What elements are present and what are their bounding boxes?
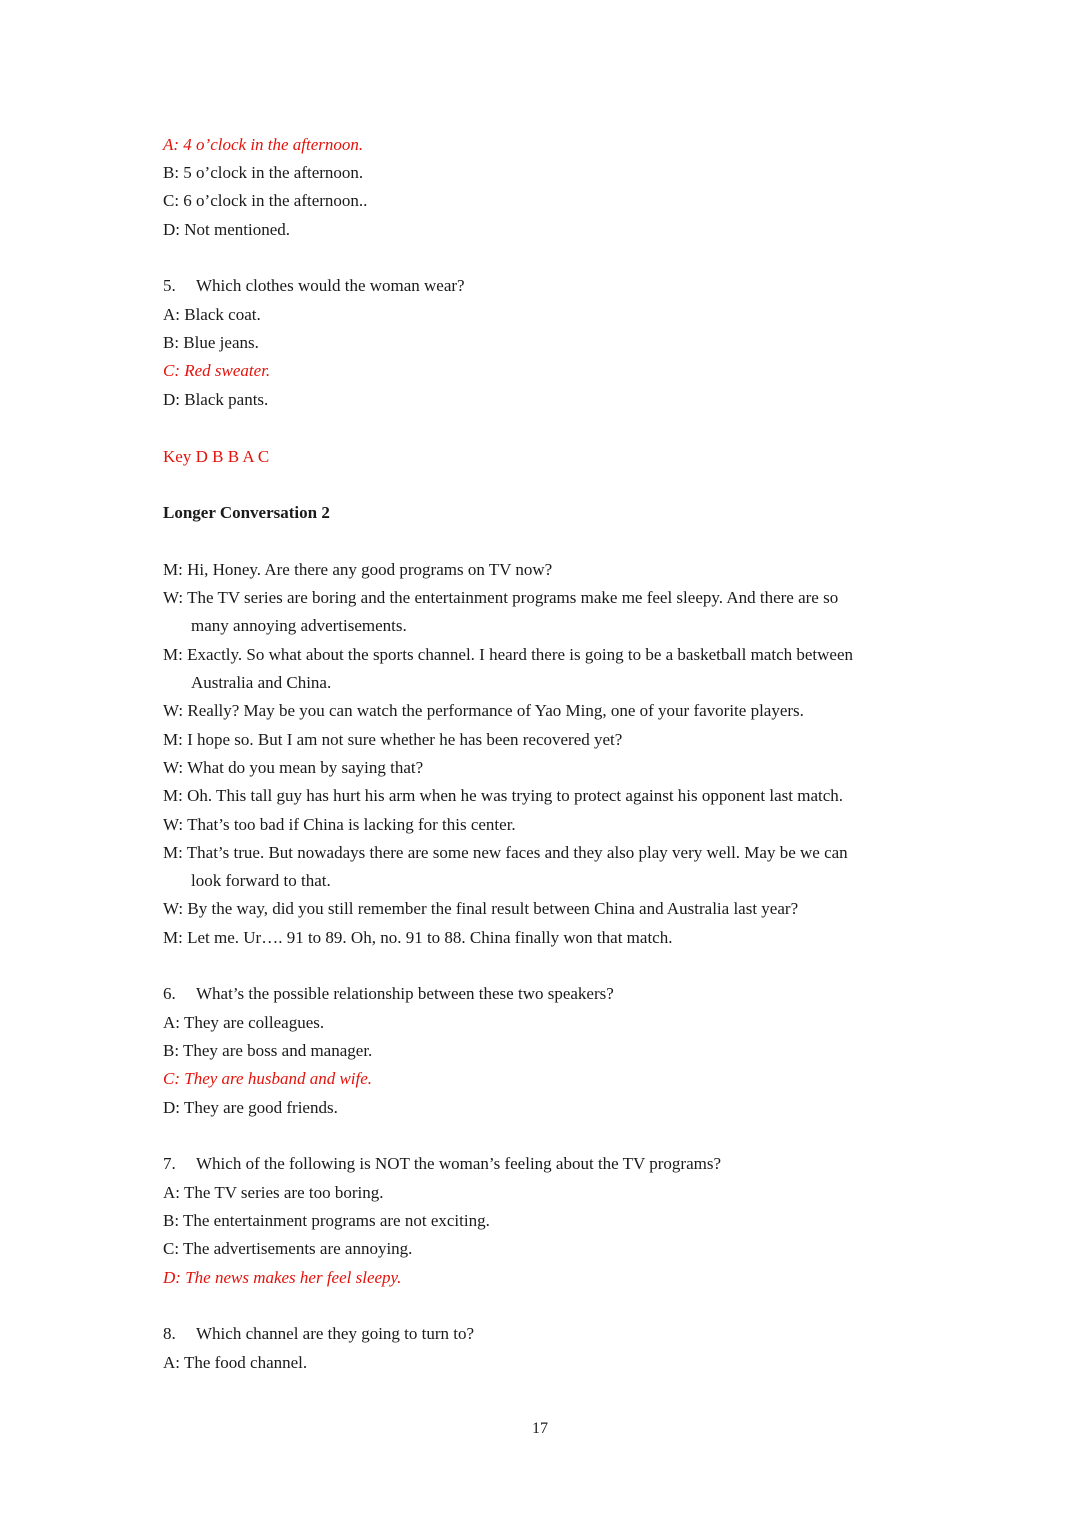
conversation-line: W: That’s too bad if China is lacking for this center. [163,815,516,834]
q4-option-a-correct: A: 4 o’clock in the afternoon. [163,135,364,154]
q6-question [163,983,614,1005]
answer-key: Key D B B A C [163,447,270,466]
q4-option-b: B: 5 o’clock in the afternoon. [163,163,364,182]
conversation-line: M: Let me. Ur…. 91 to 89. Oh, no. 91 to 88. China finally won that match. [163,928,673,947]
conversation-line-continued: look forward to that. [191,871,331,890]
q5-option-b: B: Blue jeans. [163,333,259,352]
q7-question [163,1153,721,1175]
q7-number: 7. [163,1154,176,1173]
conversation-line: W: Really? May be you can watch the performance of Yao Ming, one of your favorite players. [163,701,804,720]
q5-option-d: D: Black pants. [163,390,269,409]
conversation-line: M: Oh. This tall guy has hurt his arm when he was trying to protect against his opponent last match. [163,786,844,805]
q6-text: What’s the possible relationship between these two speakers? [196,984,614,1003]
conversation-line-continued: Australia and China. [191,673,332,692]
q5-number: 5. [163,276,176,295]
q8-text: Which channel are they going to turn to? [196,1324,475,1343]
q7-option-d-correct: D: The news makes her feel sleepy. [163,1268,402,1287]
q6-option-d: D: They are good friends. [163,1098,338,1117]
conversation-line: W: By the way, did you still remember the final result between China and Australia last year? [163,899,799,918]
conversation-line: W: What do you mean by saying that? [163,758,424,777]
q5-question [163,275,465,297]
q5-option-a: A: Black coat. [163,305,261,324]
conversation-line: W: The TV series are boring and the entertainment programs make me feel sleepy. And there are so [163,588,839,607]
q6-option-a: A: They are colleagues. [163,1013,325,1032]
conversation-line-continued: many annoying advertisements. [191,616,407,635]
q8-option-a: A: The food channel. [163,1353,308,1372]
q7-option-b: B: The entertainment programs are not exciting. [163,1211,490,1230]
conversation-line: M: That’s true. But nowadays there are some new faces and they also play very well. May be we can [163,843,848,862]
q8-number: 8. [163,1324,176,1343]
q6-option-c-correct: C: They are husband and wife. [163,1069,373,1088]
q5-option-c-correct: C: Red sweater. [163,361,271,380]
q7-option-a: A: The TV series are too boring. [163,1183,384,1202]
conversation-line: M: Hi, Honey. Are there any good programs on TV now? [163,560,553,579]
section-title: Longer Conversation 2 [163,503,330,522]
q6-number: 6. [163,984,176,1003]
conversation-line: M: Exactly. So what about the sports channel. I heard there is going to be a basketball match between [163,645,854,664]
conversation-line: M: I hope so. But I am not sure whether he has been recovered yet? [163,730,623,749]
q4-option-d: D: Not mentioned. [163,220,291,239]
q4-option-c: C: 6 o’clock in the afternoon.. [163,191,368,210]
q7-text: Which of the following is NOT the woman’s feeling about the TV programs? [196,1154,722,1173]
q6-option-b: B: They are boss and manager. [163,1041,373,1060]
q5-text: Which clothes would the woman wear? [196,276,465,295]
q8-question [163,1323,474,1345]
q7-option-c: C: The advertisements are annoying. [163,1239,413,1258]
page-number: 17 [532,1420,548,1437]
